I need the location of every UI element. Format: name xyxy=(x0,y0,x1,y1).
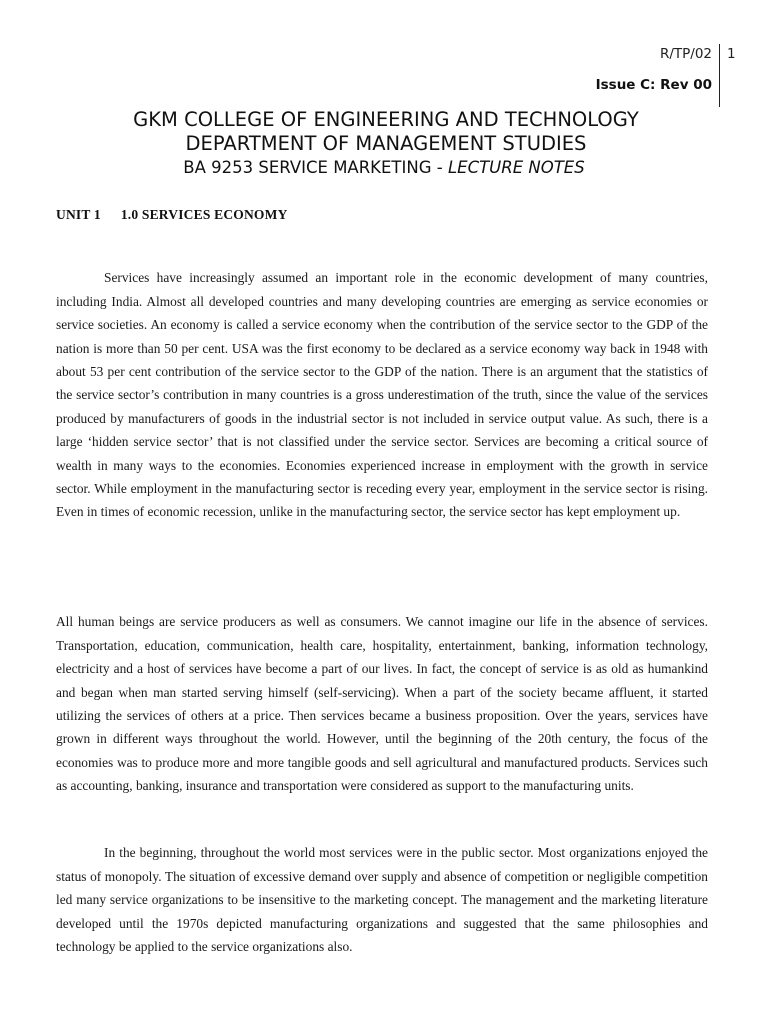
paragraph-public-sector: In the beginning, throughout the world most services were in the public sector. Most organizations enjoyed the status of monopoly. The situation of excessive demand over supply and absence of competition or negligible competition led many service organizations to be insensitive to the marketing concept. The management and the marketing literature developed until the 1970s depicted manufacturing organizations and suggested that the same philosophies and technology be applied to the service organizations also. xyxy=(56,845,708,955)
course-title xyxy=(0,157,768,179)
lecture-notes-label: LECTURE NOTES xyxy=(447,158,585,177)
paragraph-service-producers: All human beings are service producers as well as consumers. We cannot imagine our life in the absence of services. Transportation, education, communication, health care, hospitality, entertainment, banking, information technology, electricity and a host of services have become a part of our lives. In fact, the concept of service is as old as humankind and began when man started serving himself (self-servicing). When a part of the society became affluent, it started utilizing the services of others at a price. Then services became a business proposition. Over the years, services have grown in different ways throughout the world. However, until the beginning of the 20th century, the focus of the economies was to produce more and more tangible goods and sell agricultural and manufactured products. Services such as accounting, banking, insurance and transportation were considered as support to the manufacturing units. xyxy=(56,614,708,794)
page-number: 1 xyxy=(727,46,736,62)
header-divider xyxy=(719,44,720,107)
issue-revision: Issue C: Rev 00 xyxy=(595,77,712,93)
title-block xyxy=(0,108,768,179)
unit-label: UNIT 1 xyxy=(56,207,101,222)
unit-heading xyxy=(56,207,288,223)
unit-section-title: 1.0 SERVICES ECONOMY xyxy=(120,207,288,222)
course-name: BA 9253 SERVICE MARKETING - xyxy=(183,158,448,177)
paragraph-services-role: Services have increasingly assumed an important role in the economic development of many countries, including India. Almost all developed countries and many developing countries are emerging as service economies or service societies. An economy is called a service economy when the contribution of the service sector to the GDP of the nation is more than 50 per cent. USA was the first economy to be declared as a service economy way back in 1948 with about 53 per cent contribution of the service sector to the GDP of the nation. There is an argument that the statistics of the service sector’s contribution in many countries is a gross underestimation of the truth, since the value of the services produced by manufacturers of goods in the industrial sector is not included in service output value. As such, there is a large ‘hidden service sector’ that is not classified under the service sector. Services are becoming a critical source of wealth in many ways to the economies. Economies experienced increase in employment with the growth in service sector. While employment in the manufacturing sector is receding every year, employment in the service sector is rising. Even in times of economic recession, unlike in the manufacturing sector, the service sector has kept employment up. xyxy=(56,270,708,520)
department-title: DEPARTMENT OF MANAGEMENT STUDIES xyxy=(185,132,587,155)
college-title: GKM COLLEGE OF ENGINEERING AND TECHNOLOGY xyxy=(133,108,639,131)
document-code: R/TP/02 xyxy=(659,46,712,62)
